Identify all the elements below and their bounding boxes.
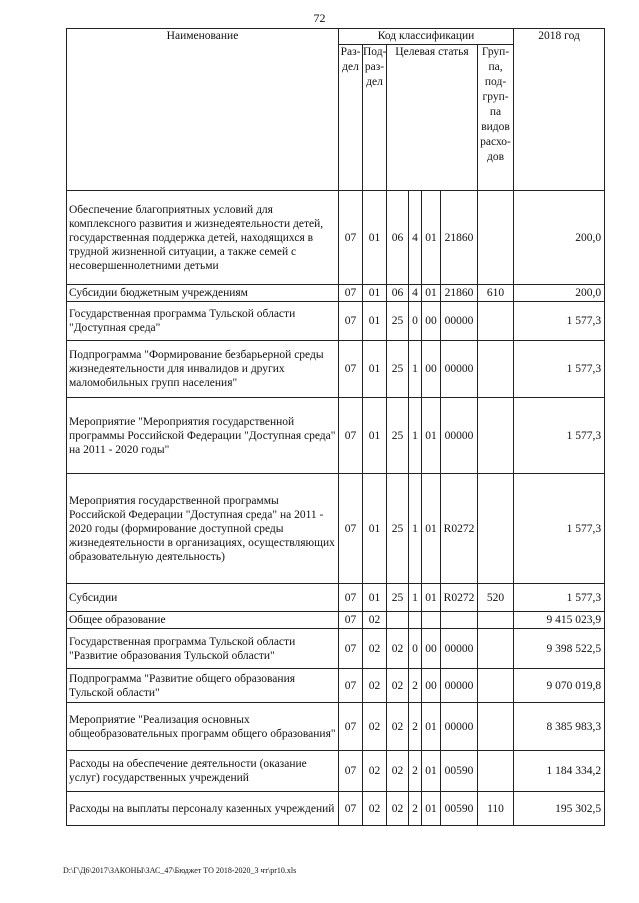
header-group: Груп- па, под- груп- па видов расхо- дов — [478, 45, 514, 191]
row-target-direction: R0272 — [441, 474, 478, 584]
row-target-subprogram: 2 — [409, 703, 422, 751]
row-amount: 1 577,3 — [514, 474, 605, 584]
row-name: Субсидии бюджетным учреждениям — [67, 285, 339, 302]
row-group: 610 — [478, 285, 514, 302]
row-name: Расходы на обеспечение деятельности (оказание услуг) государственных учреждений — [67, 751, 339, 792]
table-row — [67, 584, 605, 612]
row-podrazdel: 01 — [363, 285, 387, 302]
page-number: 72 — [313, 11, 326, 25]
row-target-event: 01 — [422, 751, 441, 792]
header-razdel: Раз- дел — [339, 45, 363, 191]
row-target-program: 02 — [387, 629, 409, 669]
row-name: Мероприятие "Мероприятия государственной программы Российской Федерации "Доступная среда" на 2011 - 2020 годы" — [67, 398, 339, 474]
row-target-program: 25 — [387, 341, 409, 398]
row-target-subprogram: 2 — [409, 751, 422, 792]
row-target-direction: 00590 — [441, 751, 478, 792]
row-amount: 1 577,3 — [514, 584, 605, 612]
row-razdel: 07 — [339, 669, 363, 703]
row-target-subprogram: 2 — [409, 669, 422, 703]
row-target-direction: 00000 — [441, 302, 478, 341]
row-razdel: 07 — [339, 341, 363, 398]
row-target-direction: 00000 — [441, 703, 478, 751]
row-podrazdel: 02 — [363, 703, 387, 751]
row-target-subprogram: 1 — [409, 474, 422, 584]
row-target-direction — [441, 612, 478, 629]
budget-table — [66, 28, 605, 826]
row-target-subprogram: 1 — [409, 584, 422, 612]
row-name: Государственная программа Тульской области "Доступная среда" — [67, 302, 339, 341]
table-row — [67, 629, 605, 669]
row-razdel: 07 — [339, 302, 363, 341]
row-podrazdel: 01 — [363, 584, 387, 612]
row-group — [478, 629, 514, 669]
row-podrazdel: 02 — [363, 792, 387, 826]
header-name: Наименование — [67, 29, 339, 191]
row-target-event: 01 — [422, 584, 441, 612]
row-target-program: 06 — [387, 285, 409, 302]
header-podrazdel: Под- раз- дел — [363, 45, 387, 191]
table-body — [67, 191, 605, 826]
row-name: Подпрограмма "Формирование безбарьерной среды жизнедеятельности для инвалидов и других маломобильных групп населения" — [67, 341, 339, 398]
row-razdel: 07 — [339, 792, 363, 826]
table-row — [67, 612, 605, 629]
row-razdel: 07 — [339, 703, 363, 751]
row-target-program: 02 — [387, 751, 409, 792]
row-name: Общее образование — [67, 612, 339, 629]
row-target-subprogram: 1 — [409, 398, 422, 474]
row-name: Обеспечение благоприятных условий для комплексного развития и жизнедеятельности детей, государственная поддержка детей, находящихся в трудной жизненной ситуации, а также семей с несовершеннолетними детьми — [67, 191, 339, 285]
row-group — [478, 398, 514, 474]
row-target-subprogram — [409, 612, 422, 629]
row-razdel: 07 — [339, 191, 363, 285]
row-amount: 9 398 522,5 — [514, 629, 605, 669]
row-target-direction: 00000 — [441, 669, 478, 703]
row-target-program: 25 — [387, 398, 409, 474]
row-group — [478, 751, 514, 792]
row-amount: 9 415 023,9 — [514, 612, 605, 629]
row-podrazdel: 01 — [363, 398, 387, 474]
row-podrazdel: 01 — [363, 191, 387, 285]
row-target-event: 00 — [422, 669, 441, 703]
row-target-event: 01 — [422, 398, 441, 474]
row-name: Расходы на выплаты персоналу казенных учреждений — [67, 792, 339, 826]
table-row — [67, 398, 605, 474]
row-target-program: 02 — [387, 792, 409, 826]
row-podrazdel: 02 — [363, 669, 387, 703]
table-row — [67, 703, 605, 751]
row-target-direction: 00000 — [441, 341, 478, 398]
row-podrazdel: 02 — [363, 612, 387, 629]
row-group — [478, 474, 514, 584]
row-podrazdel: 02 — [363, 751, 387, 792]
table-row — [67, 285, 605, 302]
row-target-event: 01 — [422, 285, 441, 302]
row-amount: 9 070 019,8 — [514, 669, 605, 703]
row-target-program: 02 — [387, 669, 409, 703]
row-razdel: 07 — [339, 612, 363, 629]
table-row — [67, 474, 605, 584]
row-target-event: 01 — [422, 474, 441, 584]
row-podrazdel: 01 — [363, 474, 387, 584]
row-podrazdel: 01 — [363, 302, 387, 341]
table-row — [67, 792, 605, 826]
row-amount: 1 577,3 — [514, 302, 605, 341]
table-row — [67, 341, 605, 398]
row-target-direction: 00000 — [441, 629, 478, 669]
row-amount: 200,0 — [514, 285, 605, 302]
row-group: 110 — [478, 792, 514, 826]
row-razdel: 07 — [339, 629, 363, 669]
row-name: Мероприятия государственной программы Российской Федерации "Доступная среда" на 2011 - 2020 годы (формирование доступной среды жизнедеятельности в организациях, осуществляющих образовательную деятельность) — [67, 474, 339, 584]
row-target-event: 01 — [422, 191, 441, 285]
row-target-event: 01 — [422, 792, 441, 826]
row-target-event: 00 — [422, 629, 441, 669]
row-target-event: 00 — [422, 302, 441, 341]
row-target-direction: 21860 — [441, 285, 478, 302]
row-target-direction: 00000 — [441, 398, 478, 474]
table-row — [67, 751, 605, 792]
row-amount: 1 577,3 — [514, 341, 605, 398]
header-classification: Код классификации — [339, 29, 514, 45]
row-target-event — [422, 612, 441, 629]
row-group — [478, 669, 514, 703]
row-name: Мероприятие "Реализация основных общеобразовательных программ общего образования" — [67, 703, 339, 751]
row-target-program: 25 — [387, 302, 409, 341]
row-podrazdel: 01 — [363, 341, 387, 398]
row-target-event: 00 — [422, 341, 441, 398]
row-group: 520 — [478, 584, 514, 612]
row-razdel: 07 — [339, 584, 363, 612]
row-amount: 8 385 983,3 — [514, 703, 605, 751]
table-row — [67, 669, 605, 703]
row-target-program: 02 — [387, 703, 409, 751]
file-path: D:\Г\Д6\2017\ЗАКОНЫ\ЗАС_47\Бюджет ТО 2018-2020_3 чт\pr10.xls — [63, 866, 297, 875]
row-target-subprogram: 1 — [409, 341, 422, 398]
row-razdel: 07 — [339, 751, 363, 792]
row-target-program: 25 — [387, 474, 409, 584]
table-row — [67, 302, 605, 341]
row-name: Субсидии — [67, 584, 339, 612]
row-target-program: 06 — [387, 191, 409, 285]
table-row — [67, 191, 605, 285]
row-target-subprogram: 2 — [409, 792, 422, 826]
row-target-subprogram: 0 — [409, 302, 422, 341]
row-group — [478, 191, 514, 285]
row-target-program — [387, 612, 409, 629]
row-target-program: 25 — [387, 584, 409, 612]
row-target-event: 01 — [422, 703, 441, 751]
row-razdel: 07 — [339, 398, 363, 474]
row-razdel: 07 — [339, 285, 363, 302]
row-group — [478, 703, 514, 751]
row-amount: 200,0 — [514, 191, 605, 285]
row-podrazdel: 02 — [363, 629, 387, 669]
row-group — [478, 341, 514, 398]
row-target-subprogram: 0 — [409, 629, 422, 669]
row-target-direction: 00590 — [441, 792, 478, 826]
row-group — [478, 302, 514, 341]
row-name: Подпрограмма "Развитие общего образования Тульской области" — [67, 669, 339, 703]
row-amount: 195 302,5 — [514, 792, 605, 826]
row-target-subprogram: 4 — [409, 285, 422, 302]
header-year: 2018 год — [514, 29, 605, 191]
row-amount: 1 577,3 — [514, 398, 605, 474]
header-target: Целевая статья — [387, 45, 478, 191]
row-group — [478, 612, 514, 629]
row-target-direction: 21860 — [441, 191, 478, 285]
row-target-subprogram: 4 — [409, 191, 422, 285]
row-razdel: 07 — [339, 474, 363, 584]
row-amount: 1 184 334,2 — [514, 751, 605, 792]
row-name: Государственная программа Тульской области "Развитие образования Тульской области" — [67, 629, 339, 669]
row-target-direction: R0272 — [441, 584, 478, 612]
